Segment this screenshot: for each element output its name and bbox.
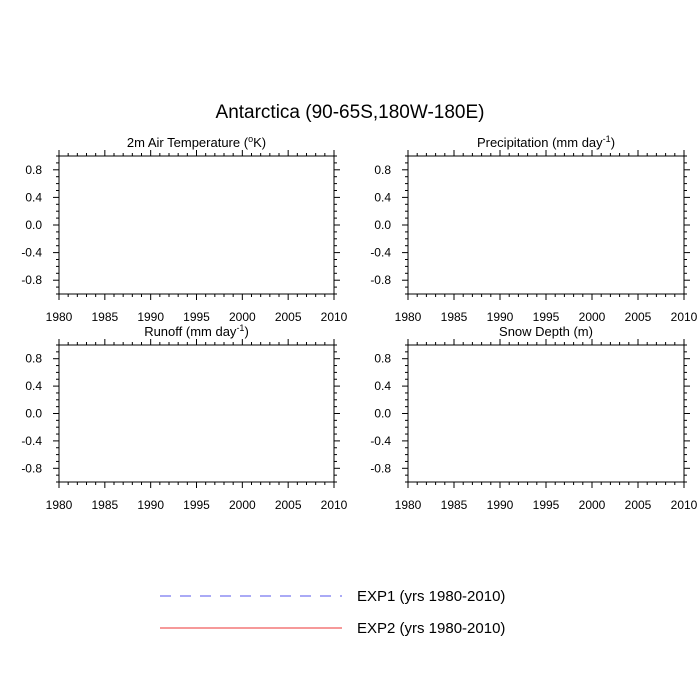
x-tick-label: 1980 [45, 498, 73, 512]
legend [160, 588, 505, 637]
panel-temperature [21, 134, 347, 324]
plot-frame-precipitation [408, 156, 684, 294]
x-tick-label: 2005 [624, 310, 652, 324]
y-tick-label: -0.4 [21, 433, 42, 448]
y-tick-label: 0.0 [25, 218, 42, 232]
y-tick-label: -0.4 [370, 245, 391, 260]
plot-frame-runoff [59, 345, 334, 482]
x-tick-label: 1990 [486, 498, 514, 512]
panels-group [21, 134, 697, 512]
x-tick-label: 1990 [137, 310, 165, 324]
x-tick-label: 1985 [91, 498, 119, 512]
x-tick-label: 1990 [137, 498, 165, 512]
y-tick-label: 0.8 [25, 162, 42, 177]
x-tick-label: 2000 [578, 310, 606, 324]
x-tick-label: 1995 [532, 498, 560, 512]
x-tick-label: 2010 [670, 498, 698, 512]
y-tick-label: -0.8 [370, 273, 391, 288]
y-tick-label: 0.8 [374, 162, 391, 177]
x-tick-label: 1980 [394, 310, 422, 324]
panel-runoff [21, 323, 347, 512]
y-tick-label: -0.4 [370, 433, 391, 448]
y-tick-label: 0.4 [25, 190, 42, 205]
x-tick-label: 1995 [532, 310, 560, 324]
y-tick-label: -0.4 [21, 245, 42, 260]
panel-snow-depth [370, 324, 697, 512]
legend-label-1: EXP1 (yrs 1980-2010) [357, 588, 506, 605]
plot-frame-snow-depth [408, 345, 684, 482]
y-tick-label: 0.4 [374, 190, 391, 205]
x-tick-label: 2010 [670, 310, 698, 324]
x-tick-label: 1980 [394, 498, 422, 512]
y-tick-label: 0.4 [374, 379, 391, 394]
y-tick-label: 0.0 [374, 218, 391, 232]
x-tick-label: 2005 [274, 310, 302, 324]
legend-label-2: EXP2 (yrs 1980-2010) [357, 620, 506, 637]
y-tick-label: -0.8 [21, 461, 42, 476]
panel-title-temperature: 2m Air Temperature ($^o$K) [126, 134, 267, 150]
x-tick-label: 2000 [228, 310, 256, 324]
plot-frame-temperature [59, 156, 334, 294]
x-tick-label: 1985 [440, 498, 468, 512]
panel-title-runoff: Runoff (mm day$^{-1}$) [144, 323, 249, 339]
x-tick-label: 1980 [45, 310, 73, 324]
y-tick-label: 0.4 [25, 379, 42, 394]
y-tick-label: 0.0 [374, 406, 391, 421]
figure-title: Antarctica (90-65S,180W-180E) [215, 102, 485, 123]
y-tick-label: 0.0 [25, 406, 42, 421]
x-tick-label: 1990 [486, 310, 514, 324]
x-tick-label: 2000 [228, 498, 256, 512]
x-tick-label: 1995 [183, 498, 210, 512]
y-tick-label: 0.8 [374, 351, 391, 366]
x-tick-label: 1985 [440, 310, 468, 324]
x-tick-label: 2010 [320, 498, 348, 512]
y-tick-label: 0.8 [25, 351, 42, 366]
x-tick-label: 2005 [624, 498, 652, 512]
x-tick-label: 2010 [320, 310, 348, 324]
panel-precipitation [370, 134, 697, 324]
x-tick-label: 2000 [578, 498, 606, 512]
x-tick-label: 1995 [183, 310, 210, 324]
panel-title-snow-depth: Snow Depth (m) [499, 324, 593, 339]
panel-title-precipitation: Precipitation (mm day$^{-1}$) [476, 134, 616, 150]
y-tick-label: -0.8 [370, 461, 391, 476]
x-tick-label: 1985 [91, 310, 119, 324]
x-tick-label: 2005 [274, 498, 302, 512]
y-tick-label: -0.8 [21, 273, 42, 288]
